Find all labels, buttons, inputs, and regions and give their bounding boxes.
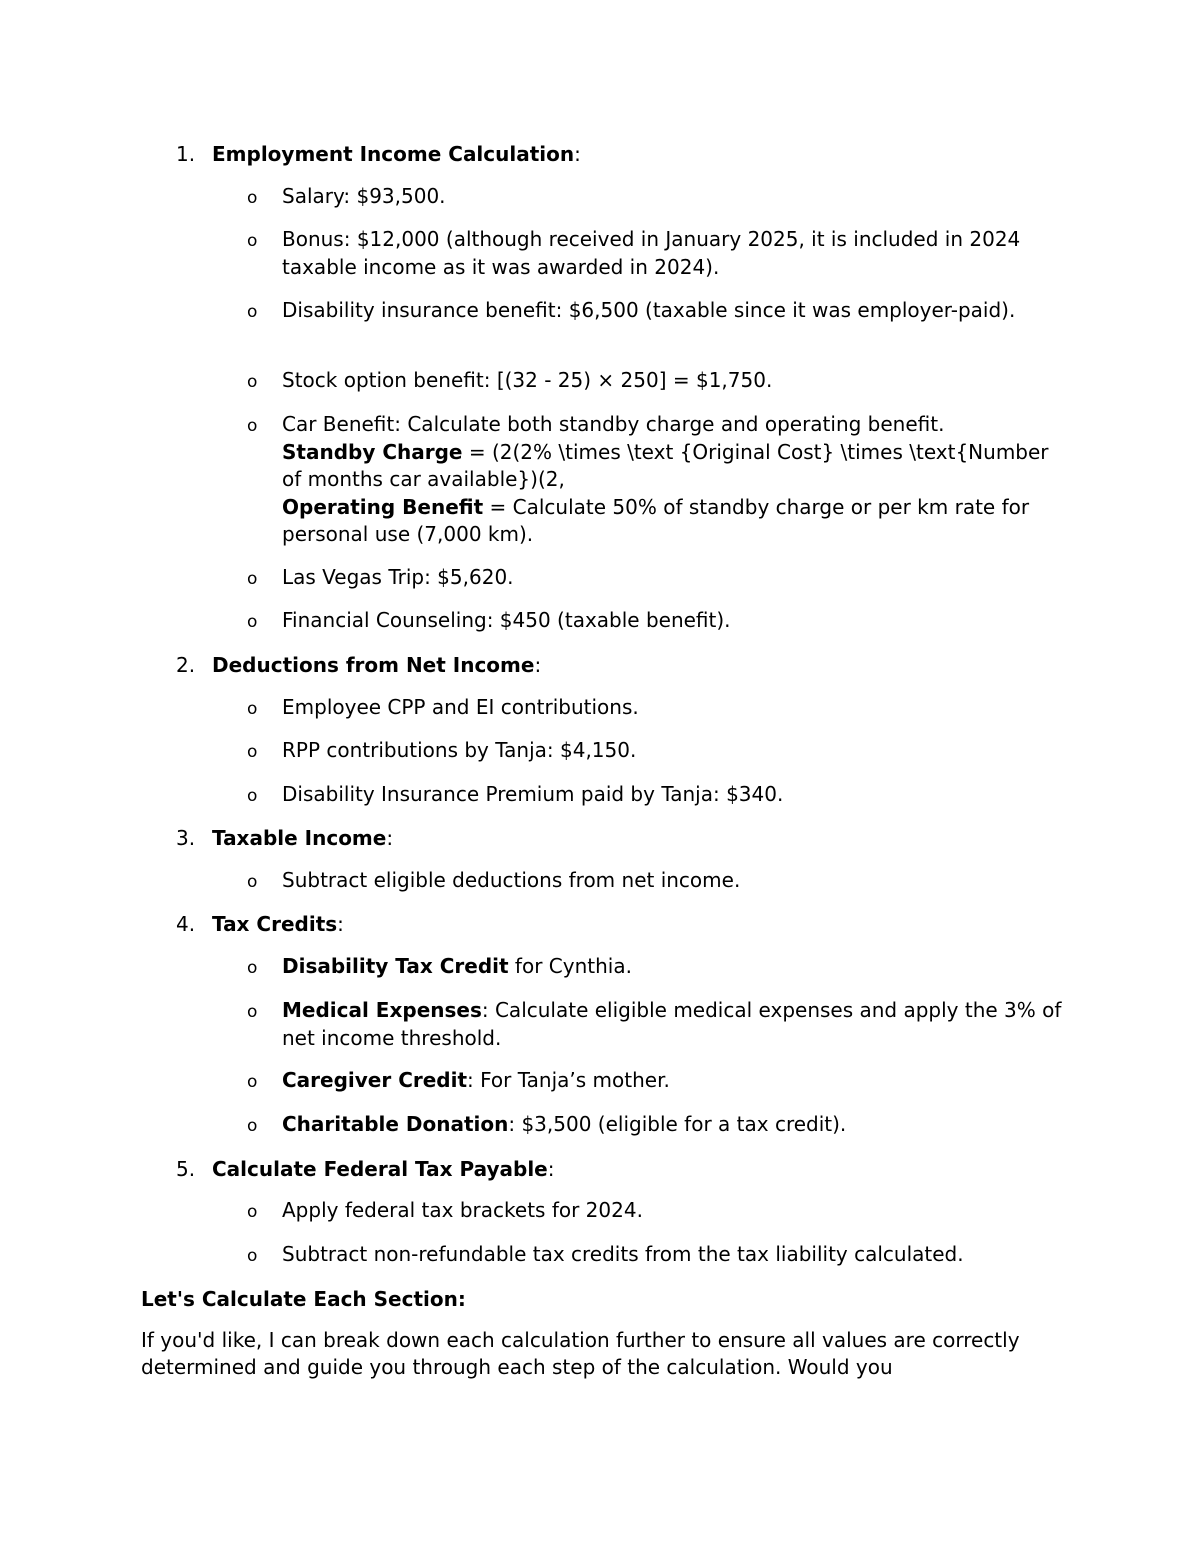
section-title (212, 910, 344, 938)
section-number: 3. (176, 826, 196, 850)
list-item: Stock option benefit: [(32 - 25) × 250] = $1,750. (282, 368, 773, 392)
section-title (212, 140, 581, 168)
section-title-text: Tax Credits (212, 912, 338, 936)
section-title-colon: : (534, 653, 542, 677)
standby-charge-label: Standby Charge (282, 439, 463, 464)
list-item: RPP contributions by Tanja: $4,150. (282, 738, 637, 762)
bullet-marker: o (247, 612, 258, 632)
bullet-marker: o (247, 1116, 258, 1136)
standby-charge-line (282, 439, 1072, 494)
section-title-colon: : (574, 142, 581, 166)
bullet-marker: o (247, 372, 258, 392)
bullet-marker: o (247, 742, 258, 762)
list-item: Apply federal tax brackets for 2024. (282, 1198, 643, 1222)
section-title (212, 1155, 554, 1183)
bullet-marker: o (247, 416, 258, 436)
list-item: Employee CPP and EI contributions. (282, 695, 639, 719)
list-item: Disability Insurance Premium paid by Tanja: $340. (282, 782, 784, 806)
bullet-marker: o (247, 1202, 258, 1222)
operating-benefit-label: Operating Benefit (282, 494, 484, 519)
list-item: Las Vegas Trip: $5,620. (282, 565, 514, 589)
bullet-marker: o (247, 188, 258, 208)
credit-text: for Cynthia. (508, 954, 632, 978)
section-title-colon: : (386, 826, 394, 850)
operating-benefit-text: = Calculate 50% of standby charge or per km rate for personal use (7,000 km). (282, 494, 1030, 546)
car-benefit-intro: Car Benefit: Calculate both standby charge and operating benefit. (282, 412, 945, 436)
credit-label: Caregiver Credit (282, 1068, 468, 1092)
calculation-heading: Let's Calculate Each Section: (141, 1287, 466, 1311)
list-item: Financial Counseling: $450 (taxable benefit). (282, 608, 731, 632)
standby-charge-formula: = (2(2% \times \text {Original Cost} \times \text{Number of months car available})(2, (282, 439, 1049, 491)
bullet-marker: o (247, 872, 258, 892)
list-item (282, 1111, 1072, 1139)
credit-label: Charitable Donation (282, 1112, 509, 1136)
bullet-marker: o (247, 1002, 258, 1022)
section-title-colon: : (337, 912, 344, 936)
bullet-marker: o (247, 958, 258, 978)
bullet-marker: o (247, 569, 258, 589)
credit-label: Medical Expenses (282, 998, 482, 1022)
bullet-marker: o (247, 1246, 258, 1266)
credit-text: : For Tanja’s mother. (467, 1068, 670, 1092)
section-title-colon: : (547, 1157, 555, 1181)
credit-text: : $3,500 (eligible for a tax credit). (508, 1112, 847, 1136)
list-item (282, 1067, 1072, 1095)
section-title-text: Calculate Federal Tax Payable (212, 1157, 548, 1181)
section-title (212, 651, 541, 679)
bullet-marker: o (247, 699, 258, 719)
operating-benefit-line (282, 494, 1072, 549)
bullet-marker: o (247, 1072, 258, 1092)
bullet-marker: o (247, 786, 258, 806)
list-item: Subtract non-refundable tax credits from the tax liability calculated. (282, 1242, 964, 1266)
section-title-text: Taxable Income (212, 826, 387, 850)
list-item: Disability insurance benefit: $6,500 (taxable since it was employer-paid). (282, 298, 1016, 322)
list-item: Bonus: $12,000 (although received in January 2025, it is included in 2024 taxable income as it was awarded in 2024). (282, 227, 1021, 279)
section-title-text: Employment Income Calculation (212, 142, 575, 166)
section-number: 2. (176, 653, 196, 677)
section-number: 4. (176, 912, 196, 936)
bullet-marker: o (247, 231, 258, 251)
section-number: 5. (176, 1157, 196, 1181)
list-item (282, 997, 1072, 1052)
section-number: 1. (176, 142, 196, 166)
list-item: Salary: $93,500. (282, 184, 446, 208)
list-item-car-benefit (282, 411, 1072, 549)
section-title-text: Deductions from Net Income (212, 653, 535, 677)
list-item: Subtract eligible deductions from net income. (282, 868, 741, 892)
section-title (212, 824, 393, 852)
bullet-marker: o (247, 302, 258, 322)
credit-label: Disability Tax Credit (282, 954, 509, 978)
list-item (282, 953, 1072, 981)
closing-paragraph: If you'd like, I can break down each calculation further to ensure all values are correctly determined and guide you through each step of the calculation. Would you (141, 1328, 1020, 1379)
credit-text: : Calculate eligible medical expenses and apply the 3% of net income threshold. (282, 998, 1062, 1050)
